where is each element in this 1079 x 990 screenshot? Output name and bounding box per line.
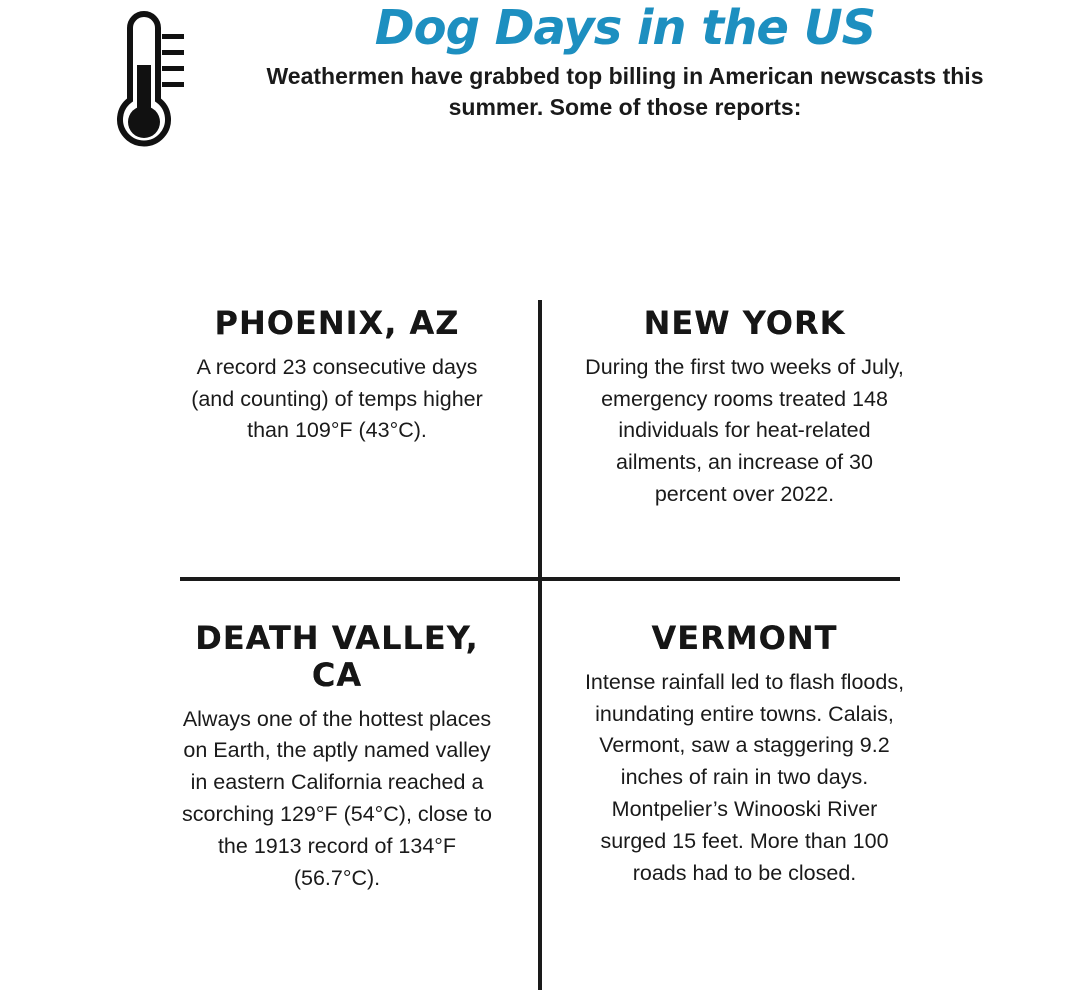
report-grid [0,150,1079,890]
report-title-phoenix: PHOENIX, AZ [214,304,460,342]
report-body-death-valley: Always one of the hottest places on Earth, the aptly named valley in eastern California reached a scorching 129°F (54°C), close to the 1913 record of 134°F (56.7°C). [182,706,492,890]
report-title-death-valley: DEATH VALLEY, CA [195,619,479,694]
report-cell-new-york [582,305,907,511]
page-subtitle: Weathermen have grabbed top billing in American newscasts this summer. Some of those reports: [266,62,984,120]
horizontal-divider [180,577,900,581]
report-title-vermont: VERMONT [651,619,838,657]
page-title: Dog Days in the US [374,0,876,56]
header [0,0,1079,150]
vertical-divider [538,300,542,990]
header-text-block [205,2,1045,123]
report-body-vermont: Intense rainfall led to flash floods, inundating entire towns. Calais, Vermont, saw a staggering 9.2 inches of rain in two days. Montpelier’s Winooski River surged 15 feet. More than 100 roads had to be closed. [584,669,905,885]
report-body-new-york: During the first two weeks of July, emergency rooms treated 148 individuals for heat-related ailments, an increase of 30 percent over 2022. [585,354,904,507]
report-cell-phoenix [178,305,496,447]
report-body-phoenix: A record 23 consecutive days (and counting) of temps higher than 109°F (43°C). [191,354,483,443]
thermometer-icon [100,10,200,155]
report-cell-death-valley [178,620,496,894]
report-cell-vermont [582,620,907,889]
report-title-new-york: NEW YORK [643,304,846,342]
